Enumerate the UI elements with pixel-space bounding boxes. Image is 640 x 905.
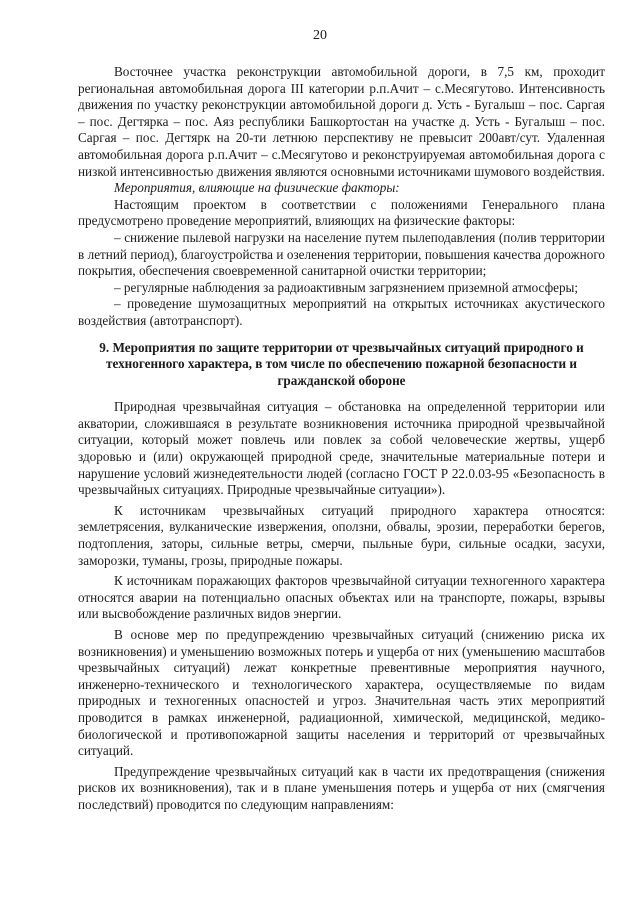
section-heading: 9. Мероприятия по защите территории от чрезвычайных ситуаций природного и техногенного характера, в том числе по обеспечению пожарной безопасности и гражданской обороне	[99, 339, 584, 388]
section-paragraph: К источникам поражающих факторов чрезвычайной ситуации техногенного характера относятся аварии на потенциально опасных объектах или на транспорте, пожары, взрывы или высвобождение различных видов энергии.	[78, 573, 605, 622]
page-number: 20	[313, 28, 327, 43]
section-paragraph: В основе мер по предупреждению чрезвычайных ситуаций (снижению риска их возникновения) и уменьшению возможных потерь и ущерба от них (уменьшению масштабов чрезвычайных ситуаций) лежат конкретные превентивные мероприятия научного, инженерно-технического и технологического характера, осуществляемые по видам природных и техногенных опасностей и угроз. Значительная часть этих мероприятий проводится в рамках инженерной, радиационной, химической, медицинской, медико-биологической и противопожарной защиты населения и территорий от чрезвычайных ситуаций.	[78, 627, 605, 759]
noise-paragraph: Восточнее участка реконструкции автомобильной дороги, в 7,5 км, проходит региональная автомобильная дорога III категории р.п.Ачит – с.Месягутово. Интенсивность движения по участку реконструкции автомобильной дороги д. Усть - Бугалыш – пос. Саргая – пос. Дегтярка – пос. Аяз республики Башкортостан на участке д. Усть - Бугалыш – пос. Саргая – пос. Дегтярк на 20-ти летнюю перспективу не превысит 200авт/сут. Удаленная автомобильная дорога р.п.Ачит – с.Месягутово и реконструируемая автомобильная дорога с низкой интенсивностью движения являются основными источниками шумового воздействия.	[78, 64, 605, 179]
section-paragraph: Природная чрезвычайная ситуация – обстановка на определенной территории или акватории, сложившаяся в результате возникновения источника природной чрезвычайной ситуации, который может повлечь или повлек за собой человеческие жертвы, ущерб здоровью и (или) окружающей природной среде, значительные материальные потери и нарушение условий жизнедеятельности людей (согласно ГОСТ Р 22.0.03-95 «Безопасность в чрезвычайных ситуациях. Природные чрезвычайные ситуации»).	[78, 399, 605, 498]
section-paragraph: К источникам чрезвычайных ситуаций природного характера относятся: землетрясения, вулканические извержения, оползни, обвалы, эрозии, переработки берегов, подтопления, заторы, сильные ветры, смерчи, пыльные бури, сильные осадки, засухи, заморозки, туманы, грозы, природные пожары.	[78, 502, 605, 568]
physical-list-item: – снижение пылевой нагрузки на население путем пылеподавления (полив территории в летний период), благоустройства и озеленения территории, повышения качества дорожного покрытия, обеспечения своевременной санитарной очистки территории;	[78, 229, 605, 279]
physical-factors-title: Мероприятия, влияющие на физические факторы:	[114, 180, 400, 196]
physical-list-item: – регулярные наблюдения за радиоактивным загрязнением приземной атмосферы;	[114, 279, 579, 295]
physical-list-item: – проведение шумозащитных мероприятий на открытых источниках акустического воздействия (автотранспорт).	[78, 296, 605, 328]
section-paragraph: Предупреждение чрезвычайных ситуаций как в части их предотвращения (снижения рисков их возникновения), так и в плане уменьшения потерь и ущерба от них (смягчения последствий) проводится по следующим направлениям:	[78, 763, 605, 812]
page-content	[78, 64, 605, 814]
physical-intro-paragraph: Настоящим проектом в соответствии с положениями Генерального плана предусмотрено проведение мероприятий, влияющих на физические факторы:	[78, 196, 605, 229]
